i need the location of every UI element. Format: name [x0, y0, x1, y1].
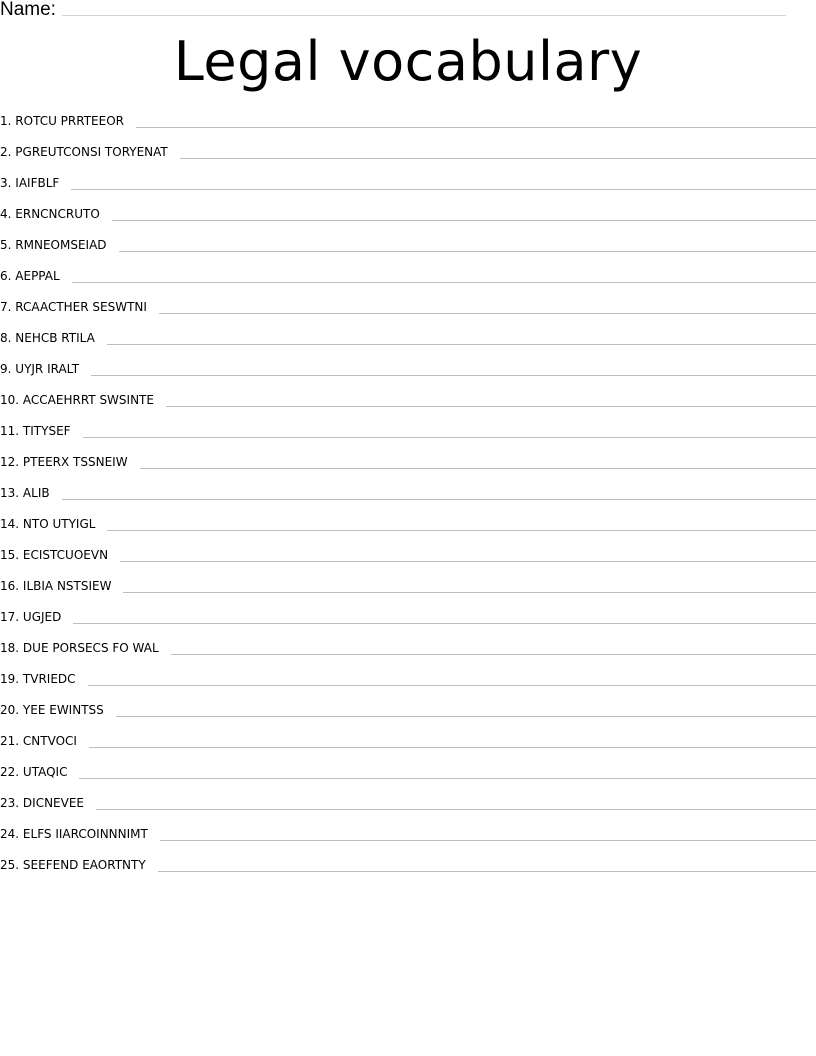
- scrambled-word: DUE PORSECS FO WAL: [22, 641, 159, 655]
- scrambled-word: AEPPAL: [15, 269, 60, 283]
- clue-row: [0, 483, 816, 514]
- clue-row: [0, 700, 816, 731]
- clue-text: [0, 669, 76, 689]
- clue-row: [0, 235, 816, 266]
- clue-text: [0, 824, 148, 844]
- clue-row: [0, 266, 816, 297]
- clue-number: 3.: [0, 176, 12, 190]
- clue-row: [0, 111, 816, 142]
- clue-row: [0, 297, 816, 328]
- answer-line[interactable]: [89, 731, 816, 748]
- clue-row: [0, 638, 816, 669]
- clue-number: 11.: [0, 424, 20, 438]
- clue-number: 2.: [0, 145, 12, 159]
- scrambled-word: PTEERX TSSNEIW: [22, 455, 128, 469]
- clue-row: [0, 514, 816, 545]
- clue-list: [0, 111, 816, 886]
- clue-row: [0, 731, 816, 762]
- clue-row: [0, 173, 816, 204]
- scrambled-word: UYJR IRALT: [15, 362, 80, 376]
- answer-line[interactable]: [158, 855, 816, 872]
- clue-row: [0, 762, 816, 793]
- scrambled-word: UTAQIC: [22, 765, 68, 779]
- answer-line[interactable]: [88, 669, 816, 686]
- clue-number: 14.: [0, 517, 20, 531]
- scrambled-word: ALIB: [22, 486, 50, 500]
- answer-line[interactable]: [120, 545, 816, 562]
- answer-line[interactable]: [91, 359, 816, 376]
- clue-number: 6.: [0, 269, 12, 283]
- clue-text: [0, 855, 146, 875]
- scrambled-word: DICNEVEE: [22, 796, 85, 810]
- answer-line[interactable]: [73, 607, 816, 624]
- scrambled-word: TVRIEDC: [22, 672, 76, 686]
- scrambled-word: NEHCB RTILA: [15, 331, 95, 345]
- clue-row: [0, 793, 816, 824]
- clue-row: [0, 328, 816, 359]
- answer-line[interactable]: [140, 452, 816, 469]
- clue-text: [0, 390, 154, 410]
- answer-line[interactable]: [171, 638, 816, 655]
- clue-row: [0, 576, 816, 607]
- scrambled-word: YEE EWINTSS: [22, 703, 104, 717]
- scrambled-word: ELFS IIARCOINNNIMT: [22, 827, 148, 841]
- clue-row: [0, 142, 816, 173]
- clue-text: [0, 173, 59, 193]
- clue-number: 23.: [0, 796, 20, 810]
- answer-line[interactable]: [62, 483, 816, 500]
- clue-number: 15.: [0, 548, 20, 562]
- clue-text: [0, 483, 50, 503]
- clue-number: 20.: [0, 703, 20, 717]
- answer-line[interactable]: [83, 421, 816, 438]
- answer-line[interactable]: [166, 390, 816, 407]
- answer-line[interactable]: [119, 235, 816, 252]
- worksheet-title: Legal vocabulary: [173, 30, 643, 93]
- clue-text: [0, 545, 108, 565]
- answer-line[interactable]: [72, 266, 816, 283]
- clue-row: [0, 359, 816, 390]
- clue-number: 25.: [0, 858, 20, 872]
- scrambled-word: PGREUTCONSI TORYENAT: [15, 145, 168, 159]
- clue-number: 12.: [0, 455, 20, 469]
- answer-line[interactable]: [160, 824, 816, 841]
- clue-number: 22.: [0, 765, 20, 779]
- clue-number: 8.: [0, 331, 12, 345]
- scrambled-word: TITYSEF: [22, 424, 71, 438]
- answer-line[interactable]: [107, 514, 816, 531]
- clue-text: [0, 111, 124, 131]
- clue-text: [0, 235, 107, 255]
- clue-number: 5.: [0, 238, 12, 252]
- clue-number: 9.: [0, 362, 12, 376]
- clue-text: [0, 514, 95, 534]
- clue-row: [0, 607, 816, 638]
- clue-row: [0, 855, 816, 886]
- clue-row: [0, 204, 816, 235]
- clue-number: 16.: [0, 579, 20, 593]
- scrambled-word: ROTCU PRRTEEOR: [15, 114, 124, 128]
- clue-text: [0, 607, 61, 627]
- scrambled-word: RCAACTHER SESWTNI: [15, 300, 147, 314]
- clue-text: [0, 204, 100, 224]
- clue-number: 24.: [0, 827, 20, 841]
- answer-line[interactable]: [112, 204, 816, 221]
- name-field-row: [0, 0, 790, 20]
- clue-number: 7.: [0, 300, 12, 314]
- clue-number: 10.: [0, 393, 20, 407]
- answer-line[interactable]: [123, 576, 816, 593]
- clue-text: [0, 452, 128, 472]
- clue-number: 18.: [0, 641, 20, 655]
- clue-text: [0, 793, 84, 813]
- answer-line[interactable]: [79, 762, 816, 779]
- clue-text: [0, 700, 104, 720]
- scrambled-word: SEEFEND EAORTNTY: [22, 858, 146, 872]
- answer-line[interactable]: [116, 700, 816, 717]
- clue-number: 19.: [0, 672, 20, 686]
- clue-text: [0, 359, 79, 379]
- clue-text: [0, 328, 95, 348]
- clue-row: [0, 390, 816, 421]
- answer-line[interactable]: [107, 328, 816, 345]
- name-write-line[interactable]: [62, 0, 786, 16]
- clue-number: 4.: [0, 207, 12, 221]
- answer-line[interactable]: [180, 142, 816, 159]
- clue-number: 1.: [0, 114, 12, 128]
- scrambled-word: RMNEOMSEIAD: [15, 238, 107, 252]
- clue-row: [0, 421, 816, 452]
- clue-text: [0, 142, 168, 162]
- clue-row: [0, 452, 816, 483]
- clue-number: 13.: [0, 486, 20, 500]
- answer-line[interactable]: [71, 173, 816, 190]
- scrambled-word: ACCAEHRRT SWSINTE: [22, 393, 154, 407]
- scrambled-word: CNTVOCI: [22, 734, 77, 748]
- clue-text: [0, 576, 111, 596]
- scrambled-word: NTO UTYIGL: [22, 517, 96, 531]
- clue-row: [0, 669, 816, 700]
- clue-row: [0, 824, 816, 855]
- scrambled-word: IAIFBLF: [15, 176, 60, 190]
- clue-text: [0, 731, 77, 751]
- clue-text: [0, 421, 71, 441]
- scrambled-word: UGJED: [22, 610, 62, 624]
- scrambled-word: ECISTCUOEVN: [22, 548, 109, 562]
- answer-line[interactable]: [136, 111, 816, 128]
- name-label: Name:: [0, 0, 56, 20]
- clue-number: 21.: [0, 734, 20, 748]
- clue-text: [0, 762, 67, 782]
- clue-number: 17.: [0, 610, 20, 624]
- clue-text: [0, 266, 60, 286]
- clue-text: [0, 297, 147, 317]
- scrambled-word: ERNCNCRUTO: [15, 207, 100, 221]
- clue-row: [0, 545, 816, 576]
- clue-text: [0, 638, 159, 658]
- answer-line[interactable]: [96, 793, 816, 810]
- answer-line[interactable]: [159, 297, 816, 314]
- scrambled-word: ILBIA NSTSIEW: [22, 579, 112, 593]
